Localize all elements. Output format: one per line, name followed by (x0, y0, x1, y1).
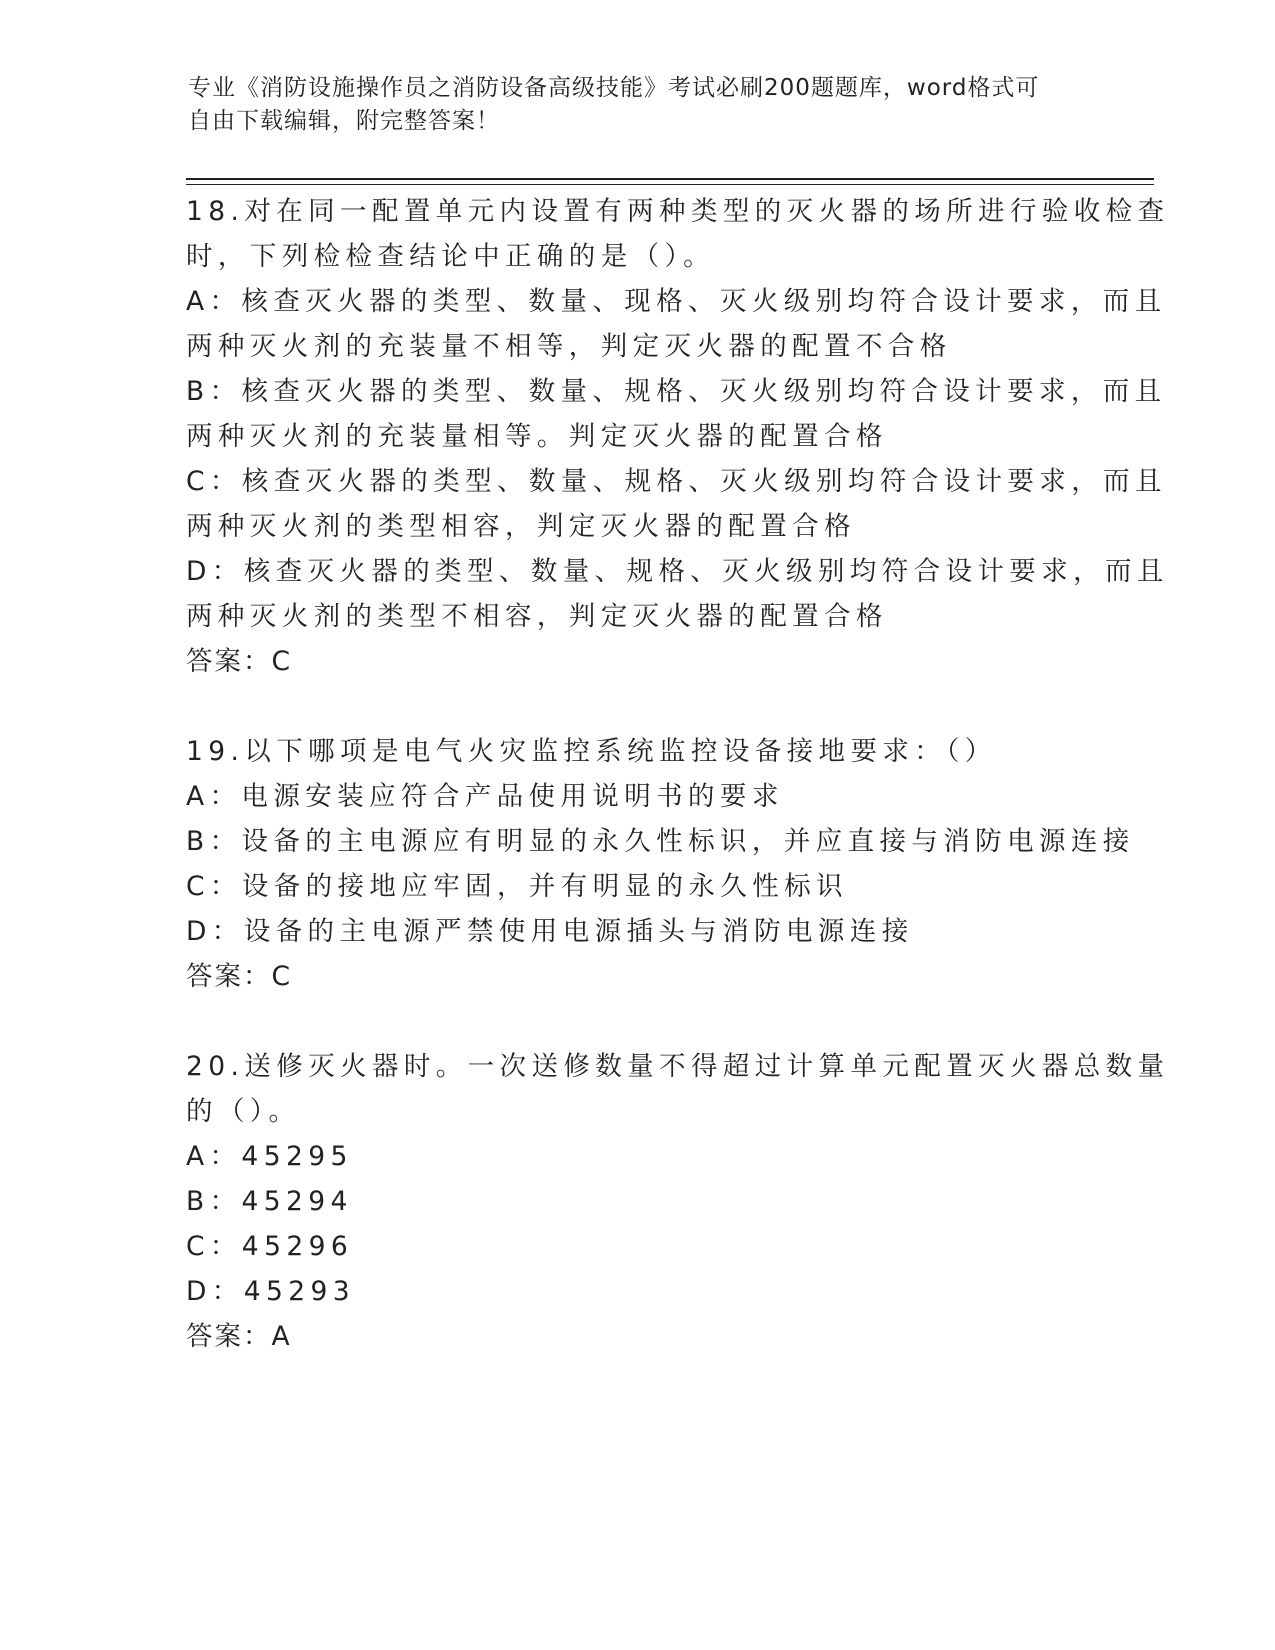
option-c-line: C：核查灭火器的类型、数量、规格、灭火级别均符合设计要求，而且 (186, 466, 1167, 497)
question-19 (186, 729, 1135, 999)
header-divider-thin (186, 184, 1154, 185)
option-d-line: 两种灭火剂的类型不相容，判定灭火器的配置合格 (186, 601, 888, 632)
option-d-line: D：核查灭火器的类型、数量、规格、灭火级别均符合设计要求，而且 (186, 556, 1169, 587)
question-stem-line: 18.对在同一配置单元内设置有两种类型的灭火器的场所进行验收检查 (186, 196, 1170, 227)
option-b-line: B：设备的主电源应有明显的永久性标识，并应直接与消防电源连接 (186, 826, 1135, 857)
header-line-1: 专业《消防设施操作员之消防设备高级技能》考试必刷200题题库，word格式可 (188, 75, 1040, 101)
question-stem-line: 20.送修灭火器时。一次送修数量不得超过计算单元配置灭火器总数量 (186, 1051, 1170, 1082)
answer-label: 答案：A (186, 1321, 292, 1352)
option-a-line: 两种灭火剂的充装量不相等，判定灭火器的配置不合格 (186, 331, 952, 362)
answer-label: 答案：C (186, 646, 293, 677)
option-a-line: A：核查灭火器的类型、数量、现格、灭火级别均符合设计要求，而且 (186, 286, 1167, 317)
header-divider-thick (186, 178, 1154, 180)
option-a-line: A：电源安装应符合产品使用说明书的要求 (186, 781, 784, 812)
option-c-line: 两种灭火剂的类型相容，判定灭火器的配置合格 (186, 511, 856, 542)
question-stem-line: 时，下列检检查结论中正确的是（）。 (186, 241, 716, 272)
question-18 (186, 189, 1170, 684)
question-20 (186, 1044, 1170, 1359)
header-line-2: 自由下载编辑，附完整答案！ (188, 108, 500, 134)
option-b-line: B：核查灭火器的类型、数量、规格、灭火级别均符合设计要求，而且 (186, 376, 1167, 407)
question-list (186, 189, 1170, 1359)
document-header (188, 72, 1088, 138)
spacer (186, 999, 1086, 1044)
spacer (186, 684, 1086, 729)
option-d-line: D：45293 (186, 1276, 356, 1307)
option-c-line: C：45296 (186, 1231, 354, 1262)
option-d-line: D：设备的主电源严禁使用电源插头与消防电源连接 (186, 916, 914, 947)
question-stem-line: 19.以下哪项是电气火灾监控系统监控设备接地要求：（） (186, 736, 997, 767)
option-b-line: 两种灭火剂的充装量相等。判定灭火器的配置合格 (186, 421, 888, 452)
answer-label: 答案：C (186, 961, 293, 992)
option-c-line: C：设备的接地应牢固，并有明显的永久性标识 (186, 871, 848, 902)
option-b-line: B：45294 (186, 1186, 353, 1217)
question-stem-line: 的（）。 (186, 1096, 301, 1127)
option-a-line: A：45295 (186, 1141, 353, 1172)
